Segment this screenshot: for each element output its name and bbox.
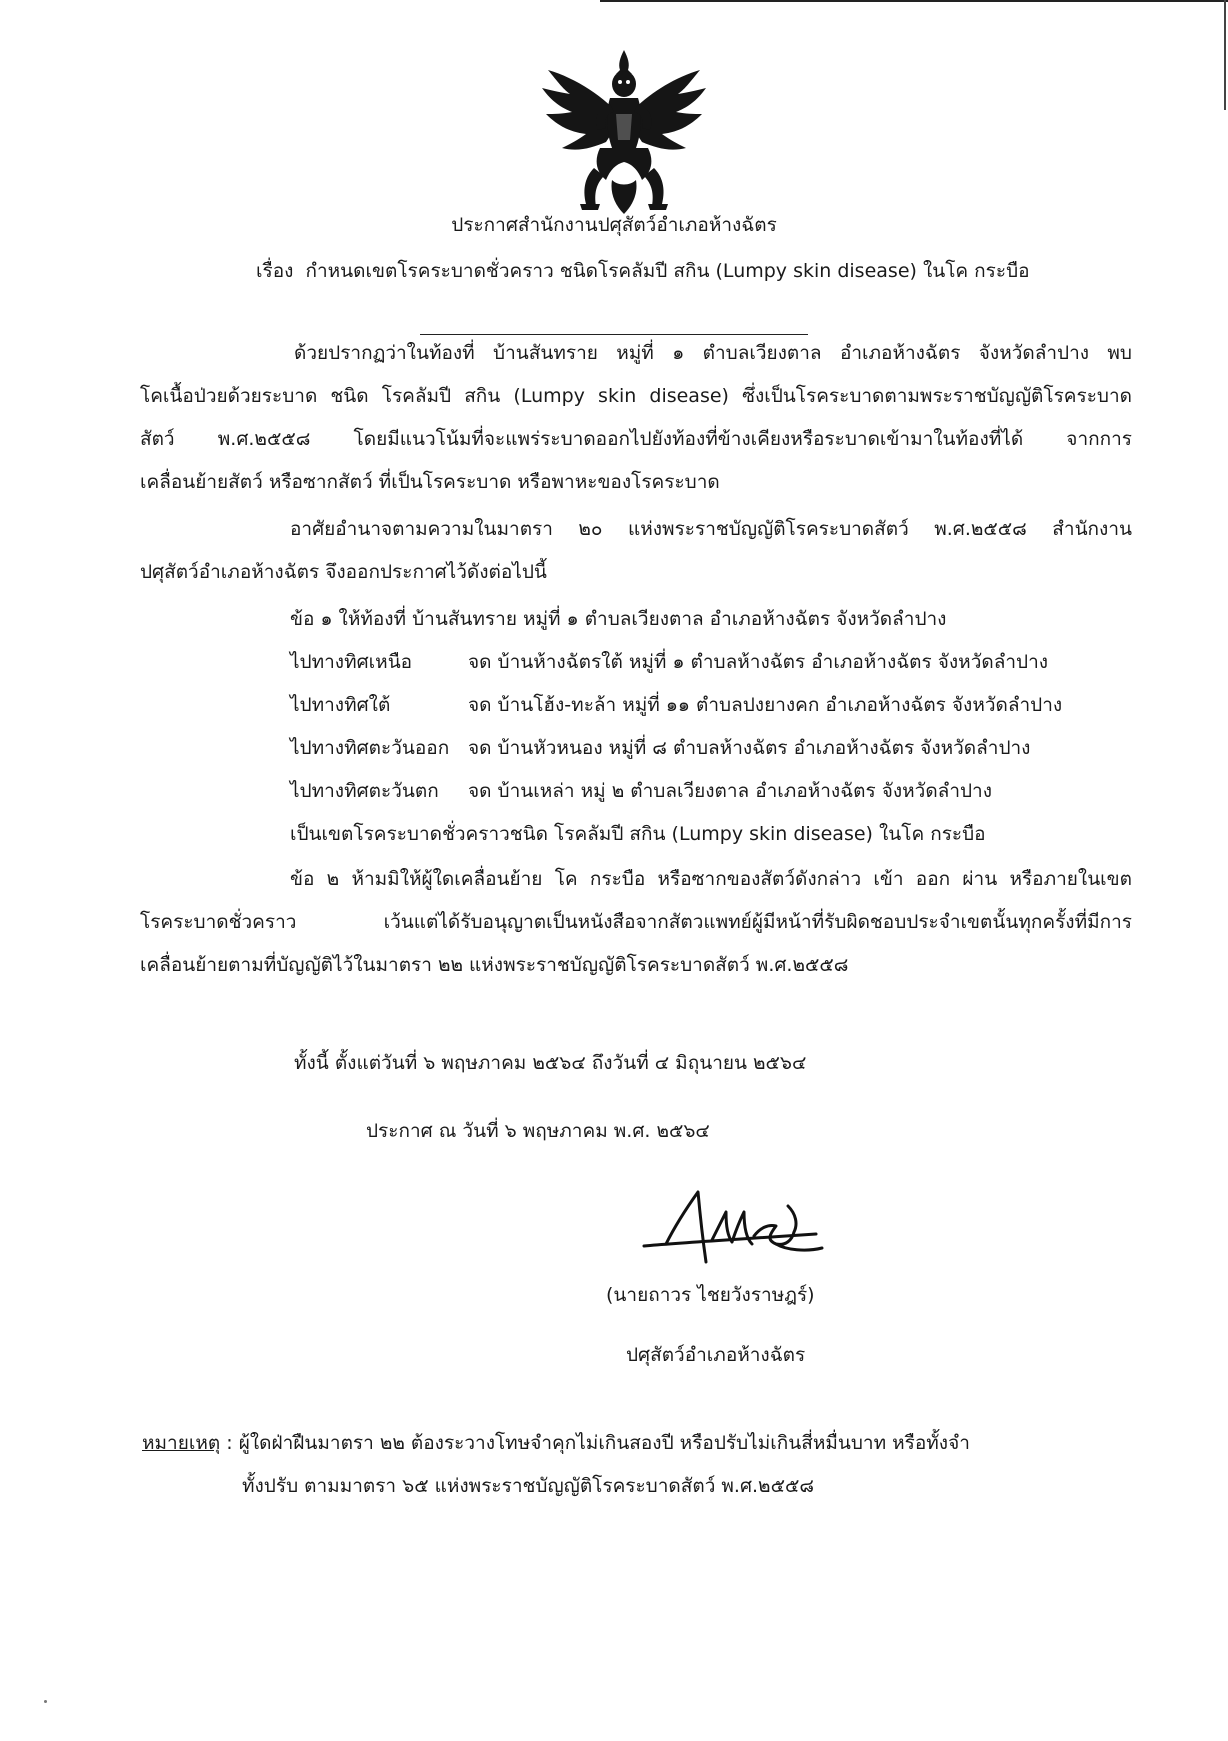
- note-text-1: : ผู้ใดฝ่าฝืนมาตรา ๒๒ ต้องระวางโทษจำคุกไม่เกินสองปี หรือปรับไม่เกินสี่หมื่นบาท หรือทั้งจำ: [226, 1432, 970, 1454]
- direction-west-value: จด บ้านเหล่า หมู่ ๒ ตำบลเวียงตาล อำเภอห้างฉัตร จังหวัดลำปาง: [468, 780, 992, 802]
- note-label: หมายเหตุ: [142, 1432, 221, 1454]
- direction-west-label: ไปทางทิศตะวันตก: [290, 780, 439, 802]
- clause2-line-3: เคลื่อนย้ายตามที่บัญญัติไว้ในมาตรา ๒๒ แห่งพระราชบัญญัติโรคระบาดสัตว์ พ.ศ.๒๕๕๘: [140, 954, 849, 976]
- para1-line-2: โคเนื้อป่วยด้วยระบาด ชนิด โรคลัมปี สกิน (Lumpy skin disease) ซึ่งเป็นโรคระบาดตามพระราชบัญญัติโรคระบาด: [140, 385, 1132, 407]
- direction-east-value: จด บ้านหัวหนอง หมู่ที่ ๘ ตำบลห้างฉัตร อำเภอห้างฉัตร จังหวัดลำปาง: [468, 737, 1031, 759]
- announcement-date: ประกาศ ณ วันที่ ๖ พฤษภาคม พ.ศ. ๒๕๖๔: [366, 1120, 710, 1142]
- direction-north-label: ไปทางทิศเหนือ: [290, 651, 413, 673]
- announcement-title: ประกาศสำนักงานปศุสัตว์อำเภอห้างฉัตร: [451, 214, 777, 236]
- subject-text: กำหนดเขตโรคระบาดชั่วคราว ชนิดโรคลัมปี สกิน (Lumpy skin disease) ในโค กระบือ: [305, 260, 1030, 282]
- direction-south-label: ไปทางทิศใต้: [290, 694, 391, 716]
- note-line-1: [142, 1430, 970, 1456]
- subject-line: [256, 258, 1030, 284]
- clause1-text: ข้อ ๑ ให้ท้องที่ บ้านสันทราย หมู่ที่ ๑ ตำบลเวียงตาล อำเภอห้างฉัตร จังหวัดลำปาง: [290, 608, 947, 630]
- garuda-emblem-icon: [536, 48, 712, 216]
- clause2-line-2: โรคระบาดชั่วคราว เว้นแต่ได้รับอนุญาตเป็นหนังสือจากสัตวแพทย์ผู้มีหน้าที่รับผิดชอบประจำเขตนั้นทุกครั้งที่มีการ: [140, 911, 1132, 933]
- direction-east-label: ไปทางทิศตะวันออก: [290, 737, 450, 759]
- signatory-name: (นายถาวร ไชยวังราษฎร์): [606, 1284, 815, 1306]
- para2-line-1: อาศัยอำนาจตามความในมาตรา ๒๐ แห่งพระราชบัญญัติโรคระบาดสัตว์ พ.ศ.๒๕๕๘ สำนักงาน: [290, 518, 1132, 540]
- subject-label: เรื่อง: [256, 260, 294, 282]
- clause2-line-1: ข้อ ๒ ห้ามมิให้ผู้ใดเคลื่อนย้าย โค กระบือ หรือซากของสัตว์ดังกล่าว เข้า ออก ผ่าน หรือภายในเขต: [290, 868, 1132, 890]
- handwritten-signature-icon: [636, 1184, 836, 1274]
- note-line-2: ทั้งปรับ ตามมาตรา ๖๕ แห่งพระราชบัญญัติโรคระบาดสัตว์ พ.ศ.๒๕๕๘: [242, 1475, 815, 1497]
- title-divider: [420, 334, 808, 335]
- effective-dates: ทั้งนี้ ตั้งแต่วันที่ ๖ พฤษภาคม ๒๕๖๔ ถึงวันที่ ๔ มิถุนายน ๒๕๖๔: [294, 1052, 807, 1074]
- para1-line-4: เคลื่อนย้ายสัตว์ หรือซากสัตว์ ที่เป็นโรคระบาด หรือพาหะของโรคระบาด: [140, 471, 720, 493]
- scan-edge-top: [600, 0, 1228, 2]
- direction-south-value: จด บ้านโฮ้ง-ทะล้า หมู่ที่ ๑๑ ตำบลปงยางคก อำเภอห้างฉัตร จังหวัดลำปาง: [468, 694, 1063, 716]
- signatory-position: ปศุสัตว์อำเภอห้างฉัตร: [626, 1344, 806, 1366]
- scan-edge-right: [1224, 0, 1226, 110]
- para1-line-3: สัตว์ พ.ศ.๒๕๕๘ โดยมีแนวโน้มที่จะแพร่ระบาดออกไปยังท้องที่ข้างเคียงหรือระบาดเข้ามาในท้องที่ได้ จากการ: [140, 428, 1132, 450]
- para1-line-1: ด้วยปรากฏว่าในท้องที่ บ้านสันทราย หมู่ที่ ๑ ตำบลเวียงตาล อำเภอห้างฉัตร จังหวัดลำปาง พบ: [294, 342, 1132, 364]
- scan-speck: [44, 1700, 47, 1703]
- para2-line-2: ปศุสัตว์อำเภอห้างฉัตร จึงออกประกาศไว้ดังต่อไปนี้: [140, 561, 547, 583]
- zone-line: เป็นเขตโรคระบาดชั่วคราวชนิด โรคลัมปี สกิน (Lumpy skin disease) ในโค กระบือ: [290, 823, 986, 845]
- direction-north-value: จด บ้านห้างฉัตรใต้ หมู่ที่ ๑ ตำบลห้างฉัตร อำเภอห้างฉัตร จังหวัดลำปาง: [468, 651, 1049, 673]
